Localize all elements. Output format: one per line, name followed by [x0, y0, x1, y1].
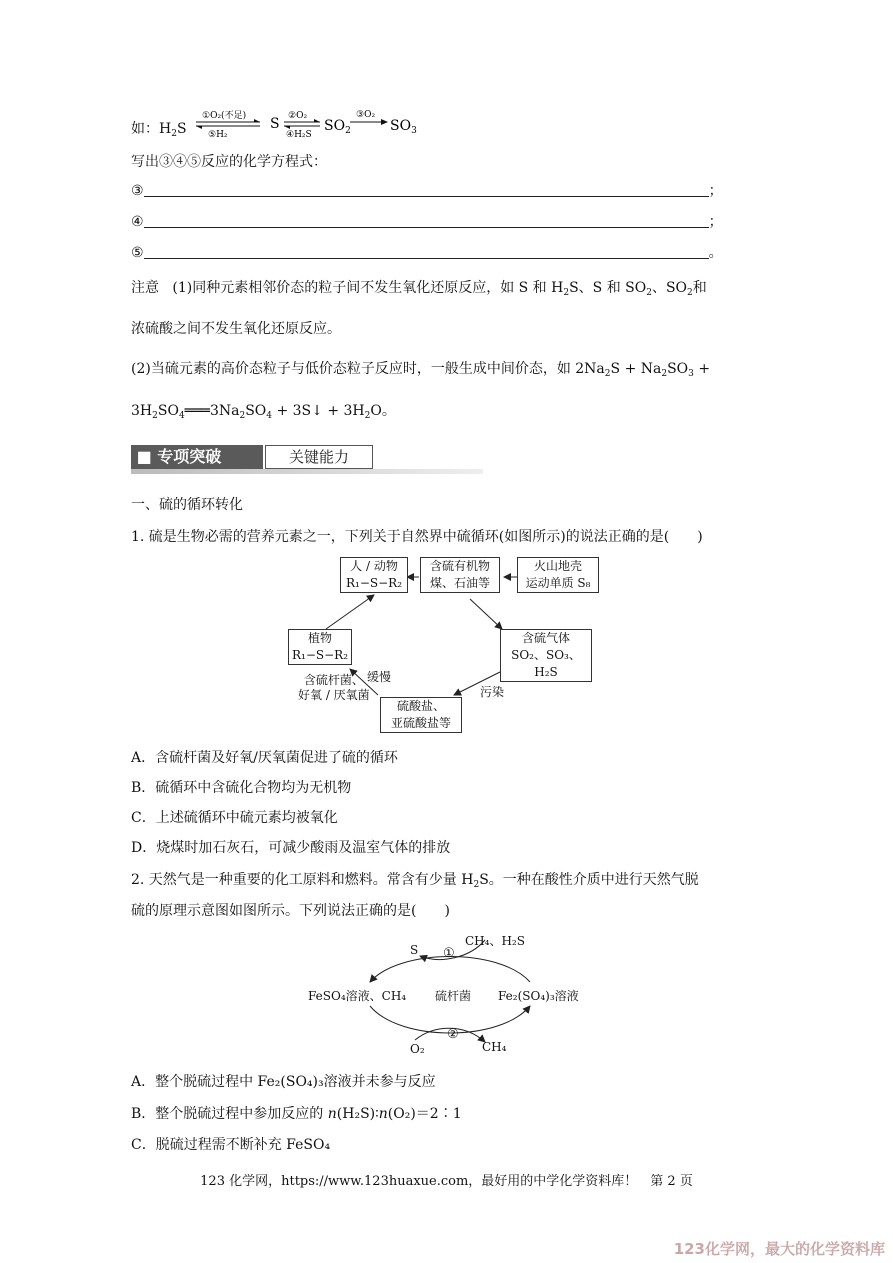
d2-bottom-right: CH₄: [482, 1040, 507, 1054]
arrow2-bottom-label: ④H₂S: [286, 130, 312, 140]
d2-circle-1: ①: [443, 946, 455, 961]
q1-option-c[interactable]: C．上述硫循环中硫元素均被氧化: [131, 810, 338, 826]
box-plant: 植物 R₁−S−R₂: [288, 629, 352, 665]
section-banner: ■ 专项突破: [131, 445, 263, 469]
label-slow: 缓慢: [367, 670, 392, 684]
q1-option-a[interactable]: A．含硫杆菌及好氧/厌氧菌促进了硫的循环: [131, 750, 398, 766]
h2s-formula: $H_2S$: [159, 121, 187, 139]
label-bacteria: 含硫杆菌、 好氧 / 厌氧菌: [298, 673, 370, 702]
note-label: 注意: [131, 280, 159, 296]
banner-underline: [131, 469, 483, 474]
answer-blank-3[interactable]: ③ ；: [131, 183, 723, 199]
d2-center: 硫杆菌: [435, 989, 472, 1003]
box-organic: 含硫有机物 煤、石油等: [420, 557, 500, 593]
instruction-text: 写出③④⑤反应的化学方程式：: [131, 154, 327, 170]
so3-formula: $SO_3$: [390, 118, 417, 136]
box-gas: 含硫气体 SO₂、SO₃、H₂S: [500, 629, 592, 682]
d2-top-left: S: [410, 943, 419, 957]
box-animal: 人 / 动物 R₁−S−R₂: [340, 557, 408, 593]
note-line-4: $3H_2SO_4═══3Na_2SO_4$ + 3S↓ + $3H_2O$。: [131, 403, 396, 421]
mid-s: S: [270, 116, 280, 132]
q2-option-c[interactable]: C．脱硫过程需不断补充 FeSO₄: [131, 1137, 331, 1153]
arrow1-bottom-label: ⑤H₂: [208, 130, 228, 140]
section-heading: 一、硫的循环转化: [131, 497, 243, 513]
q2-stem-line-2: 硫的原理示意图如图所示。下列说法正确的是( ): [131, 903, 450, 919]
answer-blank-5[interactable]: ⑤ 。: [131, 245, 723, 261]
arrow2-top-label: ②O₂: [288, 111, 308, 121]
arrow1-top-label: ①O₂(不足): [202, 111, 247, 121]
so2-formula: $SO_2$: [324, 118, 351, 136]
box-salt: 硫酸盐、 亚硫酸盐等: [380, 697, 462, 733]
reaction-chain: [131, 118, 187, 138]
q1-option-b[interactable]: B．硫循环中含硫化合物均为无机物: [131, 780, 352, 796]
d2-top-right: CH₄、H₂S: [465, 934, 525, 948]
d2-circle-2: ②: [447, 1027, 459, 1042]
q2-stem-line-1: 2. 天然气是一种重要的化工原料和燃料。常含有少量 $H_2S$。一种在酸性介质中进行天然气脱: [131, 872, 699, 890]
q1-stem: 1. 硫是生物必需的营养元素之一，下列关于自然界中硫循环(如图所示)的说法正确的是( ): [131, 529, 703, 545]
d2-left: FeSO₄溶液、CH₄: [308, 989, 407, 1003]
reaction-arrows: [190, 106, 430, 142]
q1-option-d[interactable]: D．烧煤时加石灰石，可减少酸雨及温室气体的排放: [131, 840, 451, 856]
label-pollute: 污染: [480, 685, 505, 699]
note-line-2: 浓硫酸之间不发生氧化还原反应。: [131, 321, 341, 337]
answer-blank-4[interactable]: ④ ；: [131, 214, 723, 230]
box-volcano: 火山地壳 运动单质 S₈: [517, 557, 599, 593]
note-line-1: 注意 (1)同种元素相邻价态的粒子间不发生氧化还原反应，如 S 和 $H_2S$、S 和 $SO_2$、$SO_2$和: [131, 280, 707, 298]
arrow3-top-label: ③O₂: [356, 110, 376, 120]
page-footer: 123 化学网，https://www.123huaxue.com，最好用的中学化学资料库！ 第 2 页: [200, 1174, 693, 1189]
note-line-3: (2)当硫元素的高价态粒子与低价态粒子反应时，一般生成中间价态，如 $2Na_2S + Na_2SO_3$ +: [131, 361, 711, 379]
q2-option-a[interactable]: A．整个脱硫过程中 Fe₂(SO₄)₃溶液并未参与反应: [131, 1074, 436, 1090]
intro-lead: 如：: [131, 121, 159, 137]
watermark: 123化学网，最大的化学资料库: [673, 1240, 885, 1258]
section-tab: 关键能力: [265, 445, 373, 469]
d2-bottom-left: O₂: [410, 1042, 425, 1056]
d2-right: Fe₂(SO₄)₃溶液: [498, 989, 579, 1003]
q2-option-b[interactable]: B．整个脱硫过程中参加反应的 n(H₂S)∶n(O₂)＝2∶1: [131, 1106, 462, 1122]
